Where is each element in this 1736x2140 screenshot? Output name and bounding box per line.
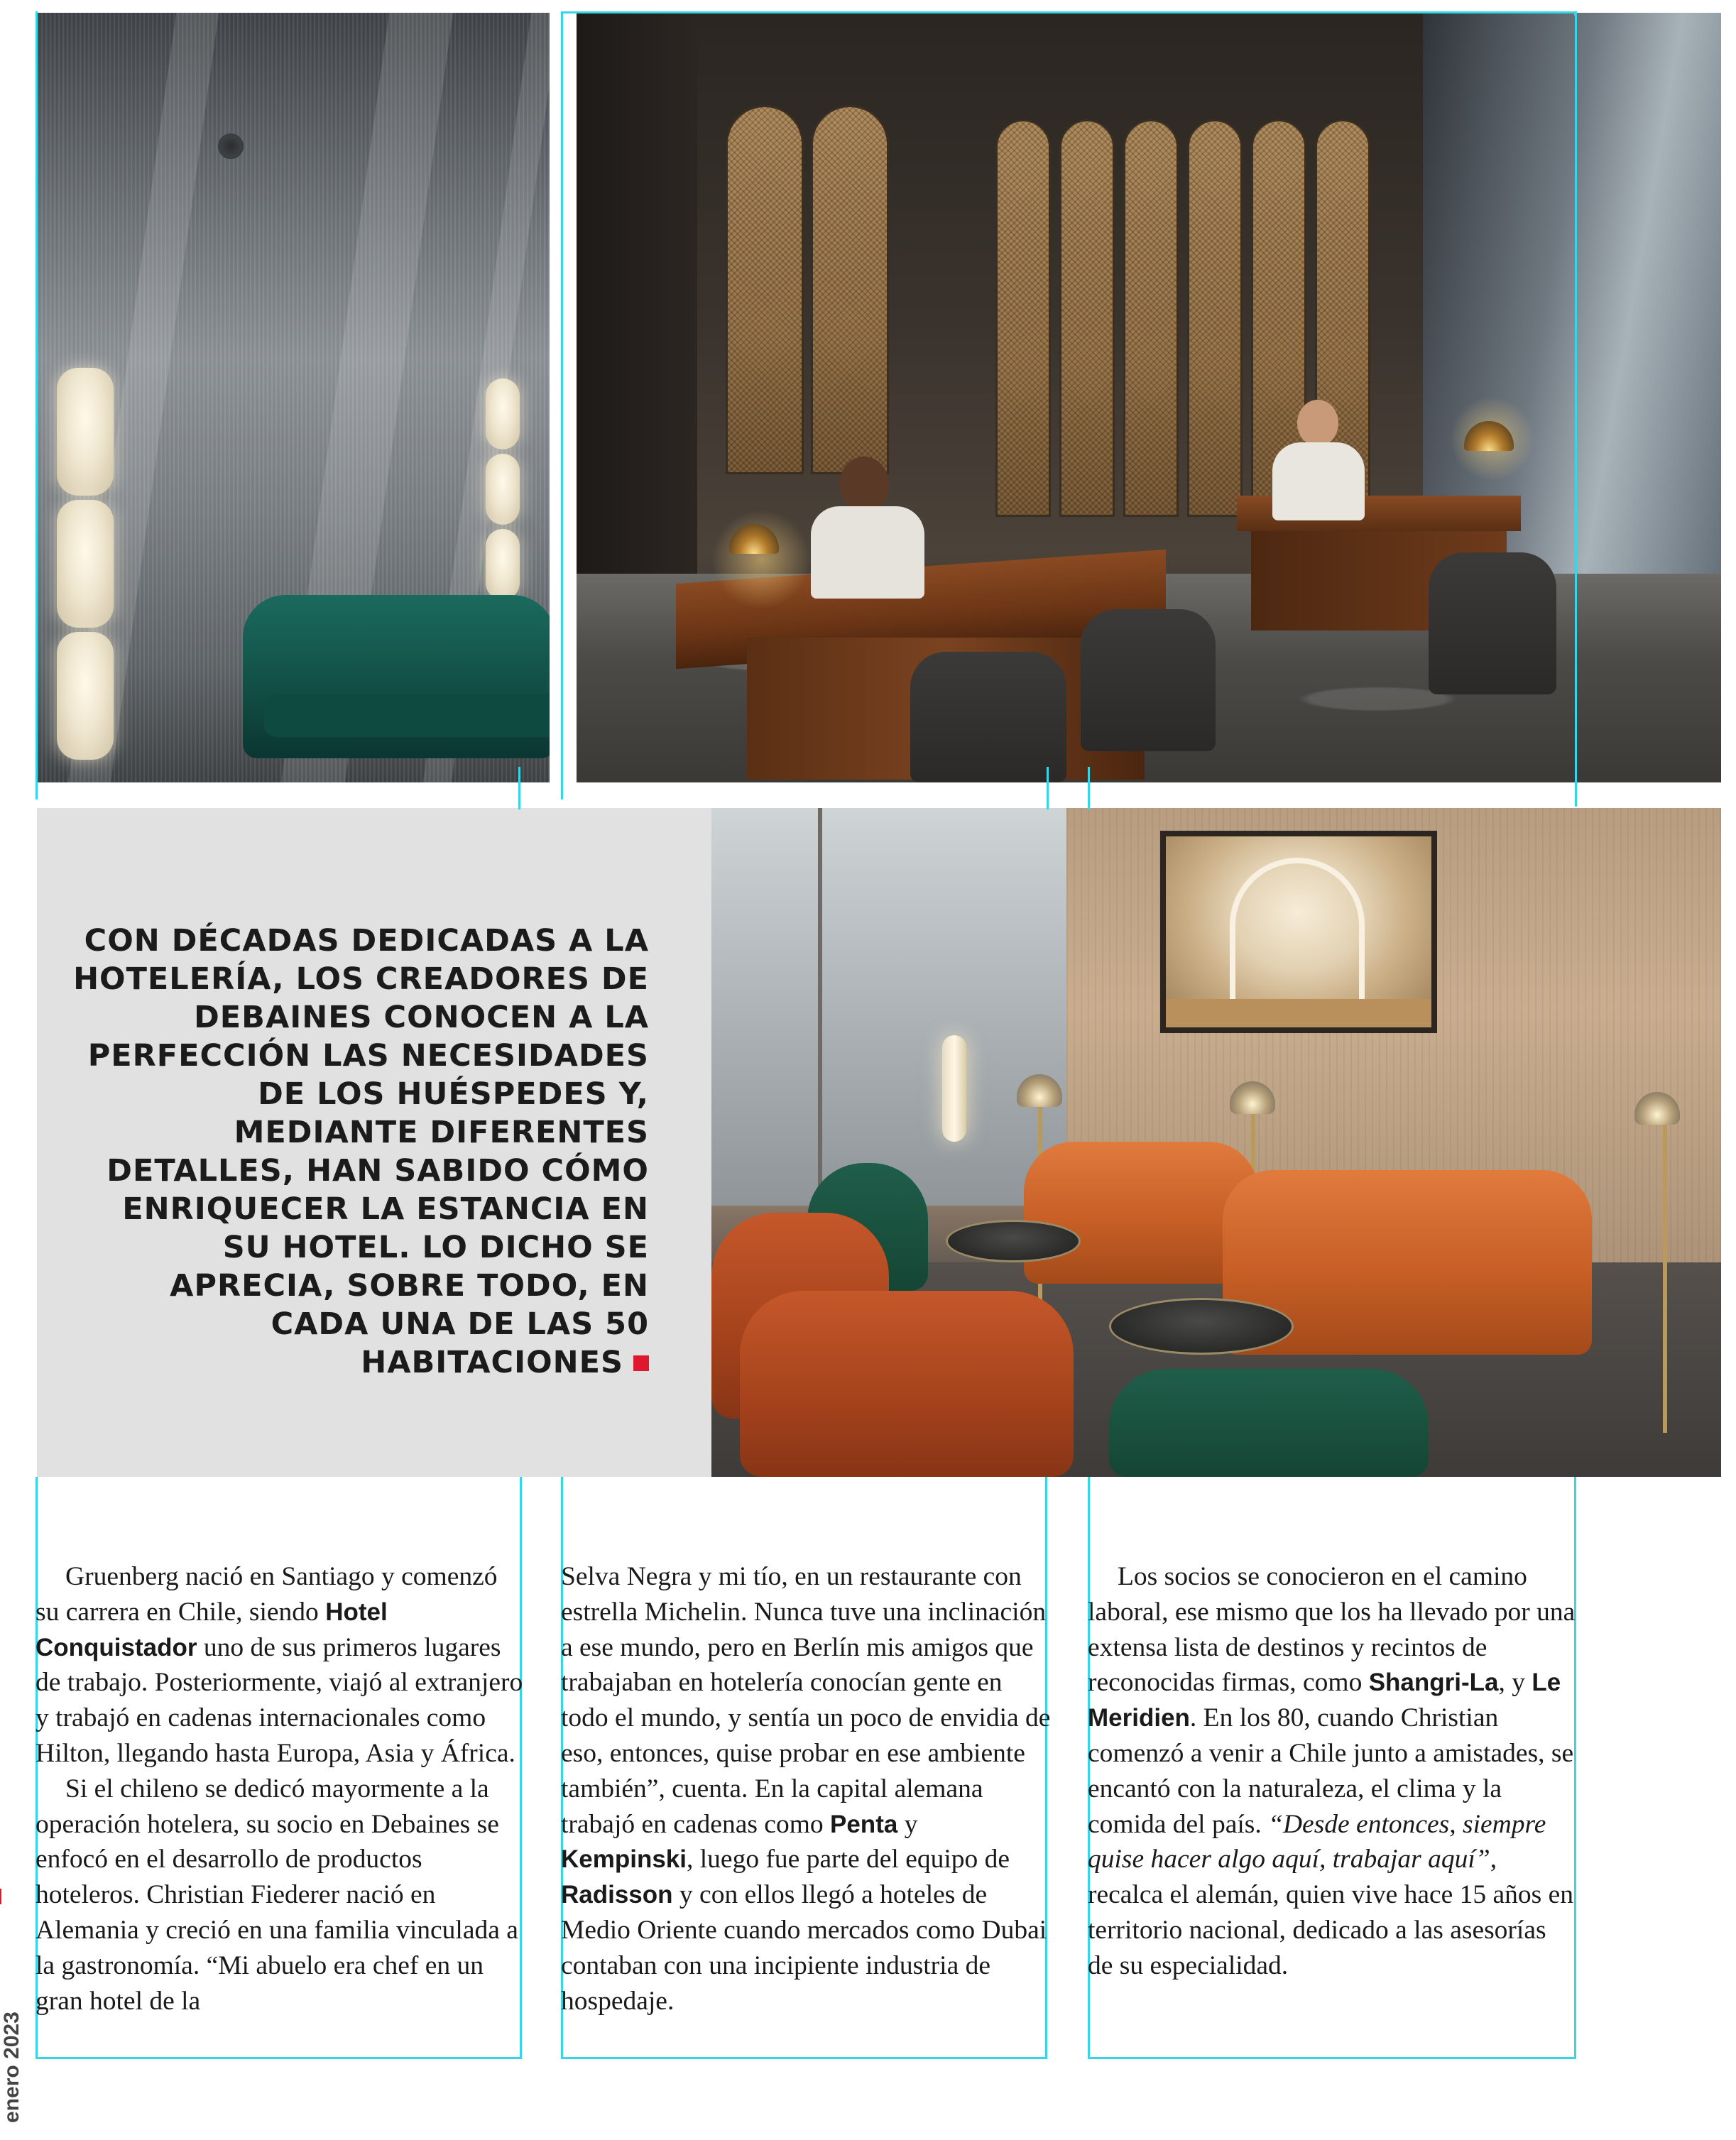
paragraph: Los socios se conocieron en el camino laboral, ese mismo que los ha llevado por una extensa lista de destinos y recintos de reconocidas firmas, como Shangri-La, y Le Meridien. En los 80, cuando Christian comenzó a venir a Chile junto a amistades, se encantó con la naturaleza, el clima y la comida del país. “Desde entonces, siempre quise hacer algo aquí, trabajar aquí”, recalca el alemán, quien vive hace 15 años en territorio nacional, dedicado a las asesorías de su especialidad. (1088, 1562, 1576, 1980)
arch-panel (811, 105, 889, 474)
hotel-name: Hotel Conquistador (36, 1598, 388, 1661)
orange-armchair (740, 1291, 1074, 1477)
hotel-chain-name: Le Meridien (1088, 1669, 1561, 1732)
wall-speaker (218, 133, 244, 159)
staff-member-left (839, 457, 889, 512)
folio-mark (0, 1889, 1, 1904)
hotel-chain-name: Radisson (561, 1881, 673, 1909)
photo-reception-desks (577, 13, 1721, 782)
paragraph: Si el chileno se dedicó mayormente a la operación hotelera, su socio en Debaines se enfocó en el desarrollo de productos hoteleros. Christian Fiederer nació en Alemania y creció en una familia vinculada a la gastronomía. “Mi abuelo era chef en un gran hotel de la (36, 1774, 518, 2016)
hotel-chain-name: Shangri-La (1368, 1669, 1499, 1697)
guest-chair (1429, 552, 1556, 694)
column-lamp-left (57, 368, 114, 760)
pull-quote-box (37, 808, 711, 1477)
quote-italic: “Desde entonces, siempre quise hacer algo aquí, trabajar aquí” (1088, 1809, 1546, 1874)
paragraph: Gruenberg nació en Santiago y comenzó su carrera en Chile, siendo Hotel Conquistador uno de sus primeros lugares de trabajo. Posteriormente, viajó al extranjero y trabajó en cadenas internacionales como Hilton, llegando hasta Europa, Asia y África. (36, 1562, 523, 1768)
end-mark-square (633, 1355, 649, 1371)
guest-chair (1081, 609, 1216, 751)
green-armchair (1109, 1369, 1429, 1477)
arch-panel (1187, 119, 1243, 517)
text-column-2 (561, 1559, 1051, 2056)
arch-panel (1123, 119, 1179, 517)
staff-member-right-body (1272, 442, 1365, 520)
arch-panel (726, 105, 804, 474)
green-sofa-seat (264, 694, 550, 737)
column-lamp (942, 1035, 966, 1142)
coffee-table (946, 1220, 1081, 1262)
folio-text: enero 2023 (0, 2011, 23, 2123)
hotel-chain-name: Kempinski (561, 1845, 687, 1874)
window-frame (818, 808, 822, 1206)
page-folio (0, 1889, 24, 2123)
window-wall (711, 808, 1066, 1206)
pull-quote-text: CON DÉCADAS DEDICADAS A LA HOTELERÍA, LOS CREADORES DE DEBAINES CONOCEN A LA PERFECCIÓN LAS NECESIDADES DE LOS HUÉSPEDES Y, MEDIANTE DIFERENTES DETALLES, HAN SABIDO CÓMO ENRIQUECER LA ESTANCIA EN SU HOTEL. LO DICHO SE APRECIA, SOBRE TODO, EN CADA UNA DE LAS 50 HABITACIONES (73, 923, 649, 1380)
hotel-chain-name: Penta (830, 1810, 898, 1838)
staff-member-right (1297, 400, 1338, 447)
staff-member-left-body (811, 506, 924, 599)
coffee-table (1109, 1298, 1294, 1355)
paragraph: Selva Negra y mi tío, en un restaurante con estrella Michelin. Nunca tuve una inclinación a ese mundo, pero en Berlín mis amigos que trabajaban en hotelería conocían gente en todo el mundo, y sentía un poco de envidia de eso, entonces, quise probar en ese ambiente también”, cuenta. En la capital alemana trabajó en cadenas como Penta y Kempinski, luego fue parte del equipo de Radisson y con ellos llegó a hoteles de Medio Oriente cuando mercados como Dubai contaban con una incipiente industria de hospedaje. (561, 1562, 1051, 2016)
arch-panel (995, 119, 1051, 517)
guest-chair (910, 652, 1066, 782)
text-column-3 (1088, 1559, 1578, 2056)
pull-quote (67, 922, 649, 1382)
framed-artwork (1160, 831, 1437, 1033)
arch-panel (1059, 119, 1115, 517)
photo-green-sofa (37, 13, 550, 782)
photo-lounge (711, 808, 1721, 1477)
text-column-1 (36, 1559, 525, 2056)
